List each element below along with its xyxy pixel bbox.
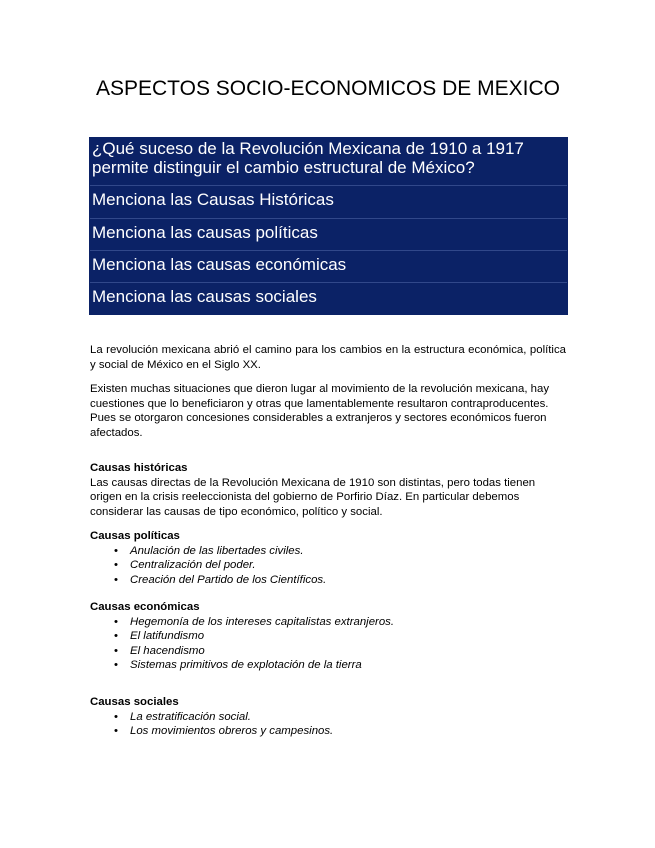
list-item [90,573,566,588]
section-economicas [90,600,566,673]
bullet-list [90,710,566,739]
list-item-text: Los movimientos obreros y campesinos. [130,725,334,737]
question-item: ¿Qué suceso de la Revolución Mexicana de 1910 a 1917 permite distinguir el cambio estructural de México? [92,139,524,177]
bullet-icon: • [114,725,118,737]
page-title: ASPECTOS SOCIO-ECONOMICOS DE MEXICO [95,77,560,100]
list-item [90,629,566,644]
list-item-text: Sistemas primitivos de explotación de la tierra [130,659,362,671]
list-item-text: El latifundismo [130,630,205,642]
question-item: Menciona las causas políticas [90,218,567,250]
section-heading: Causas sociales [90,696,179,708]
bullet-icon: • [114,710,118,723]
section-text: Las causas directas de la Revolución Mexicana de 1910 son distintas, pero todas tienen origen en la crisis reeleccionista del gobierno de Porfirio Díaz. En particular debemos considerar las causas de tipo económico, político y social. [90,476,536,518]
list-item [90,724,566,739]
list-item [90,544,566,559]
section-politicas [90,529,566,587]
bullet-list [90,544,566,588]
list-item-text: El hacendismo [130,644,205,657]
section-historicas [90,461,566,519]
bullet-icon: • [114,573,118,586]
bullet-icon: • [114,659,118,671]
list-item [90,710,566,725]
list-item [90,558,566,573]
question-item: Menciona las causas sociales [90,282,567,314]
context-paragraph: Existen muchas situaciones que dieron lugar al movimiento de la revolución mexicana, hay cuestiones que lo beneficiaron y otras que lamentablemente resultaron contraproducentes. Pues se otorgaron concesiones considerables a extranjeros y sectores económicos fueron afectados. [90,383,550,439]
list-item-text: Creación del Partido de los Científicos. [130,573,327,586]
bullet-icon: • [114,615,118,628]
bullet-icon: • [114,630,118,642]
intro-paragraph: La revolución mexicana abrió el camino para los cambios en la estructura económica, política y social de México en el Siglo XX. [90,344,566,371]
section-heading: Causas históricas [90,462,188,474]
questions-box [89,137,568,315]
bullet-icon: • [114,544,118,557]
list-item-text: Centralización del poder. [130,559,256,571]
bullet-icon: • [114,644,118,657]
section-heading: Causas políticas [90,530,180,542]
section-sociales [90,695,566,739]
bullet-list [90,615,566,673]
question-item: Menciona las causas económicas [90,250,567,282]
question-item: Menciona las Causas Históricas [90,185,567,218]
list-item-text: Hegemonía de los intereses capitalistas extranjeros. [130,615,395,628]
list-item [90,658,566,673]
list-item-text: Anulación de las libertades civiles. [130,544,304,557]
list-item [90,615,566,630]
bullet-icon: • [114,559,118,571]
section-heading: Causas económicas [90,601,200,613]
list-item [90,644,566,659]
list-item-text: La estratificación social. [130,710,251,723]
